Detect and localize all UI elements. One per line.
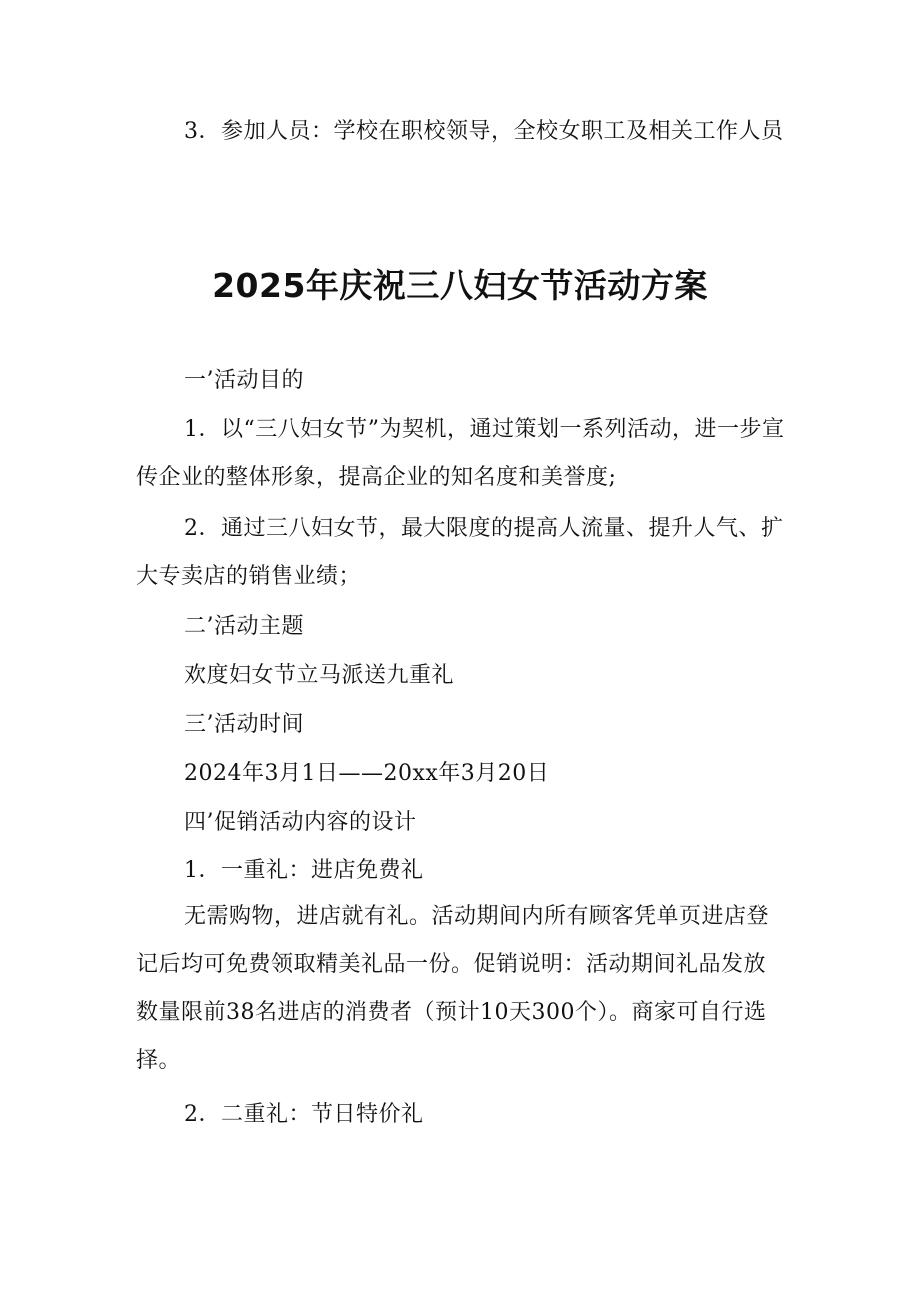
purpose-item-2: 2．通过三八妇女节，最大限度的提高人流量、提升人气、扩大专卖店的销售业绩； <box>136 516 784 589</box>
time-body: 2024年3月1日——20xx年3月20日 <box>184 761 550 786</box>
purpose-item-1: 1．以“三八妇女节”为契机，通过策划一系列活动，进一步宣传企业的整体形象，提高企业的知名度和美誉度; <box>136 417 785 490</box>
gift-2-heading: 2．二重礼：节日特价礼 <box>184 1102 424 1127</box>
section-heading-purpose: 一’活动目的 <box>184 368 304 393</box>
section-heading-content: 四’促销活动内容的设计 <box>184 810 417 835</box>
section-heading-theme: 二’活动主题 <box>184 614 304 639</box>
theme-body: 欢度妇女节立马派送九重礼 <box>184 663 455 688</box>
gift-1-heading: 1．一重礼：进店免费礼 <box>184 858 424 883</box>
gift-1-body: 无需购物，进店就有礼。活动期间内所有顾客凭单页进店登记后均可免费领取精美礼品一份。促销说明：活动期间礼品发放数量限前38名进店的消费者（预计10天300个）。商家可自行选择。 <box>136 904 770 1073</box>
document-title: 2025年庆祝三八妇女节活动方案 <box>212 266 708 305</box>
participants-paragraph: 3．参加人员：学校在职校领导，全校女职工及相关工作人员 <box>184 119 784 144</box>
section-heading-time: 三’活动时间 <box>184 712 304 737</box>
